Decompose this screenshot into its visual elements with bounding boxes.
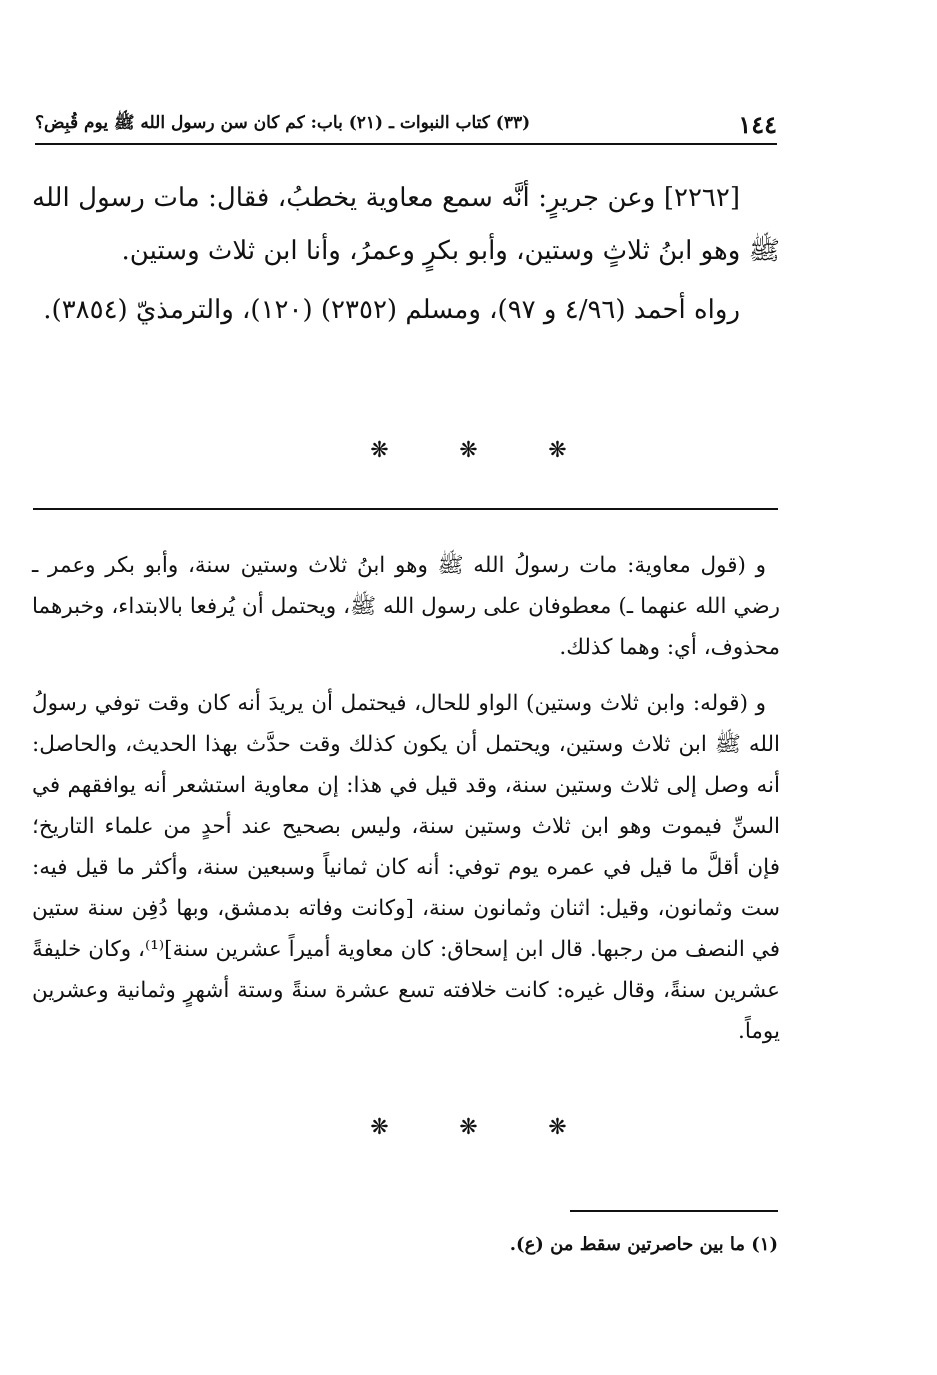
running-title: (٣٣) كتاب النبوات ـ (٢١) باب: كم كان سن رسول الله ﷺ يوم قُبِض؟ bbox=[35, 112, 531, 133]
footnote: (١) ما بين حاصرتين سقط من (ع). bbox=[509, 1234, 778, 1255]
star-icon: ❋ bbox=[459, 1115, 478, 1140]
star-icon: ❋ bbox=[548, 438, 567, 463]
star-separator bbox=[0, 1115, 937, 1140]
star-icon: ❋ bbox=[548, 1115, 567, 1140]
star-icon: ❋ bbox=[370, 438, 389, 463]
section-divider bbox=[33, 508, 778, 510]
star-separator bbox=[0, 438, 937, 463]
hadith-block bbox=[32, 172, 780, 337]
page-header bbox=[35, 104, 777, 144]
hadith-source: رواه أحمد (٤/٩٦ و ٩٧)، ومسلم (٢٣٥٢) (١٢٠)، والترمذيّ (٣٨٥٤). bbox=[43, 295, 740, 325]
hadith-text: [٢٢٦٢] وعن جريرٍ: أنَّه سمع معاوية يخطبُ، فقال: مات رسول الله ﷺ وهو ابنُ ثلاثٍ وستين، وأبو بكرٍ وعمرُ، وأنا ابن ثلاث وستين. bbox=[32, 183, 780, 266]
star-icon: ❋ bbox=[459, 438, 478, 463]
star-icon: ❋ bbox=[370, 1115, 389, 1140]
footnote-rule bbox=[570, 1210, 778, 1212]
commentary-paragraph: و (قوله: وابن ثلاث وستين) الواو للحال، فيحتمل أن يريدَ أنه كان وقت توفي رسولُ الله ﷺ ابن ثلاث وستين، ويحتمل أن يكون كذلك وقت حدَّث بهذا الحديث، والحاصل: أنه وصل إلى ثلاث وستين سنة، وقد قيل في هذا: إن معاوية استشعر أنه يوافقهم في السنِّ فيموت وهو ابن ثلاث وستين سنة، وليس بصحيح عند أحدٍ من علماء التاريخ؛ فإن أقلَّ ما قيل في عمره يوم توفي: أنه كان ثمانياً وسبعين سنة، وأكثر ما قيل فيه: ست وثمانون، وقيل: اثنان وثمانون سنة، [وكانت وفاته بدمشق، وبها دُفِن سنة ستين في النصف من رجبها. قال ابن إسحاق: كان معاوية أميراً عشرين سنة]⁽¹⁾، وكان خليفةً عشرين سنةً، وقال غيره: كانت خلافته تسع عشرة سنةً وستة أشهرٍ وثمانية وعشرين يوماً. bbox=[32, 691, 780, 1044]
commentary-paragraph: و (قول معاوية: مات رسولُ الله ﷺ وهو ابنُ ثلاث وستين سنة، وأبو بكر وعمر ـ رضي الله عنهما ـ) معطوفان على رسول الله ﷺ، ويحتمل أن يُرفعا بالابتداء، وخبرهما محذوف، أي: وهما كذلك. bbox=[32, 553, 780, 660]
commentary-block bbox=[32, 545, 780, 1052]
header-rule bbox=[35, 143, 777, 145]
page-number: ١٤٤ bbox=[738, 109, 777, 139]
